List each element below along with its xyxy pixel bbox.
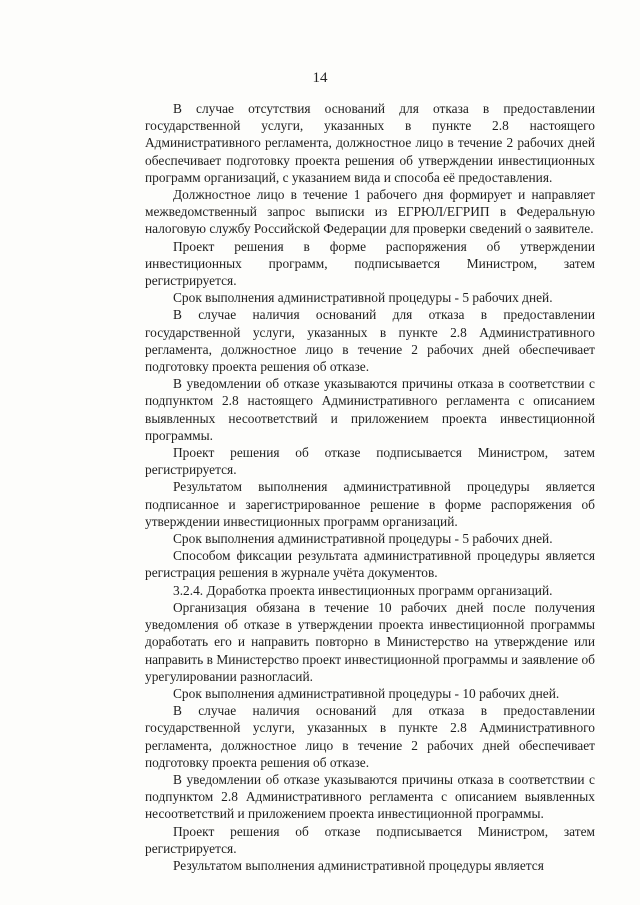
- paragraph: Результатом выполнения административной процедуры является подписанное и зарегистрированное решение в форме распоряжения об утверждении инвестиционных программ организаций.: [145, 479, 595, 529]
- paragraph: Срок выполнения административной процедуры - 5 рабочих дней.: [173, 531, 553, 547]
- paragraph: В случае отсутствия оснований для отказа в предоставлении государственной услуги, указанных в пункте 2.8 настоящего Административного регламента, должностное лицо в течение 2 рабочих дней обеспечивает подготовку проекта решения об утверждении инвестиционных программ организаций, с указанием вида и способа её предоставления.: [145, 101, 595, 185]
- paragraph: Проект решения об отказе подписывается Министром, затем регистрируется.: [145, 445, 595, 478]
- paragraph: В случае наличия оснований для отказа в предоставлении государственной услуги, указанных в пункте 2.8 Административного регламента, должностное лицо в течение 2 рабочих дней обеспечивает подготовку проекта решения об отказе.: [145, 703, 595, 770]
- paragraph: Проект решения об отказе подписывается Министром, затем регистрируется.: [145, 823, 595, 856]
- paragraph: В уведомлении об отказе указываются причины отказа в соответствии с подпунктом 2.8 Административного регламента с описанием выявленных несоответствий и приложением проекта инвестиционной программы.: [145, 771, 595, 822]
- document-body: [145, 100, 595, 874]
- section-heading: 3.2.4. Доработка проекта инвестиционных программ организаций.: [173, 582, 553, 598]
- paragraph: Способом фиксации результата административной процедуры является регистрация решения в журнале учёта документов.: [145, 548, 595, 581]
- paragraph: Срок выполнения административной процедуры - 10 рабочих дней.: [173, 685, 560, 701]
- paragraph: Должностное лицо в течение 1 рабочего дня формирует и направляет межведомственный запрос выписки из ЕГРЮЛ/ЕГРИП в Федеральную налоговую службу Российской Федерации для проверки сведений о заявителе.: [145, 187, 595, 237]
- paragraph: Проект решения в форме распоряжения об утверждении инвестиционных программ, подписывается Министром, затем регистрируется.: [145, 238, 595, 289]
- paragraph: В случае наличия оснований для отказа в предоставлении государственной услуги, указанных в пункте 2.8 Административного регламента, должностное лицо в течение 2 рабочих дней обеспечивает подготовку проекта решения об отказе.: [145, 307, 595, 375]
- paragraph: В уведомлении об отказе указываются причины отказа в соответствии с подпунктом 2.8 настоящего Административного регламента с описанием выявленных несоответствий и приложением проекта инвестиционной программы.: [145, 376, 595, 443]
- paragraph: Срок выполнения административной процедуры - 5 рабочих дней.: [173, 290, 553, 306]
- page-number: 14: [312, 70, 328, 86]
- paragraph: Результатом выполнения административной процедуры является: [173, 857, 544, 873]
- paragraph: Организация обязана в течение 10 рабочих дней после получения уведомления об отказе в утверждении проекта инвестиционной программы доработать его и направить повторно в Министерство на утверждение или направить в Министерство проект инвестиционной программы и заявление об урегулировании разногласий.: [145, 599, 595, 684]
